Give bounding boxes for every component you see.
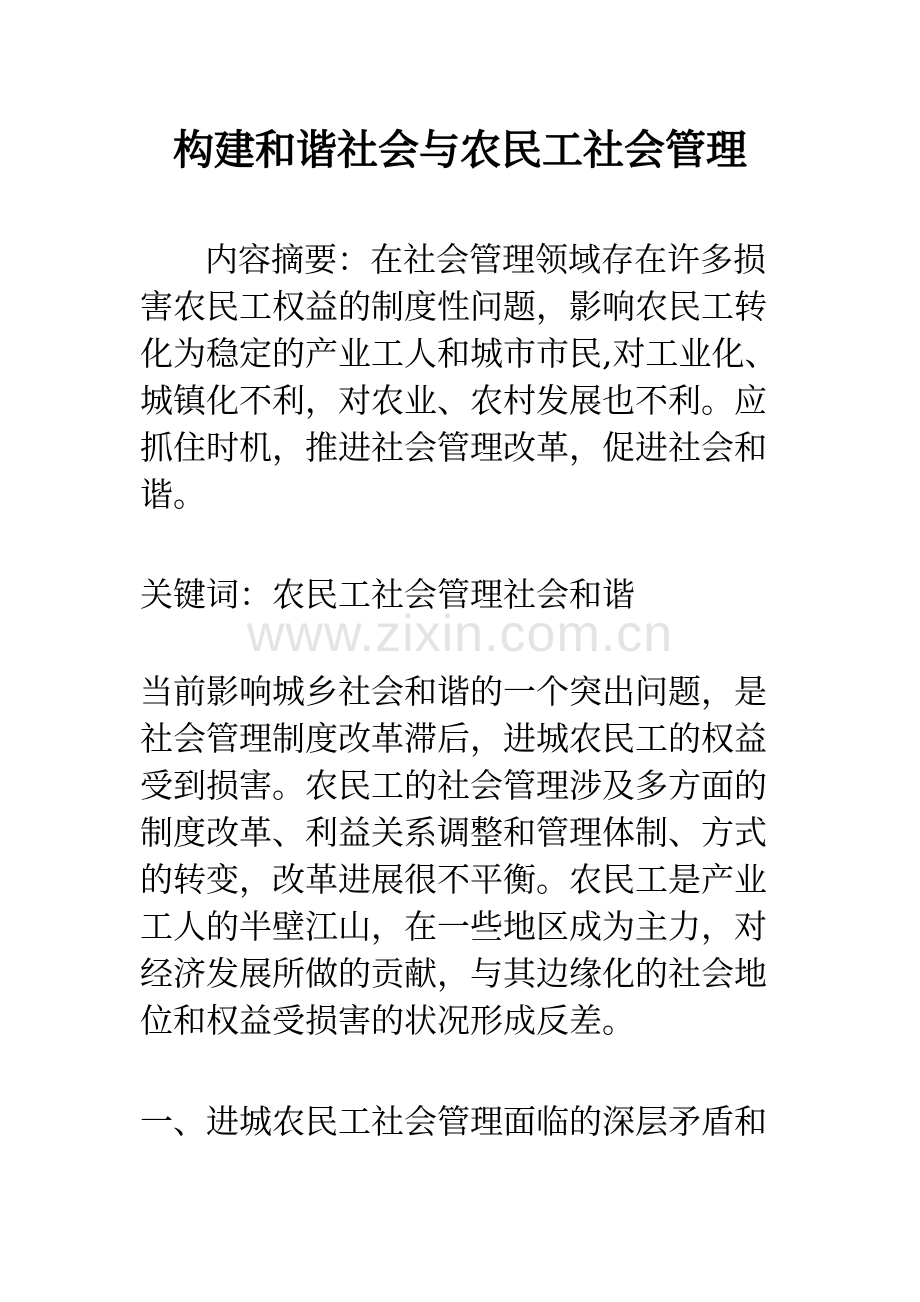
body-line: 当前影响城乡社会和谐的一个突出问题，是 (140, 672, 767, 711)
body-line: 的转变，改革进展很不平衡。农民工是产业 (140, 860, 767, 899)
body-line: 经济发展所做的贡献，与其边缘化的社会地 (140, 954, 767, 993)
watermark-text: www.zixin.com.cn (246, 605, 674, 663)
keywords-line: 关键词：农民工社会管理社会和谐 (140, 575, 635, 614)
body-line: 受到损害。农民工的社会管理涉及多方面的 (140, 766, 767, 805)
abstract-line: 城镇化不利，对农业、农村发展也不利。应 (140, 381, 767, 420)
body-line: 位和权益受损害的状况形成反差。 (140, 1001, 635, 1040)
abstract-line: 内容摘要：在社会管理领域存在许多损 (205, 240, 766, 279)
abstract-line: 谐。 (140, 475, 206, 514)
section-heading: 一、进城农民工社会管理面临的深层矛盾和 (140, 1102, 767, 1141)
body-line: 社会管理制度改革滞后，进城农民工的权益 (140, 719, 767, 758)
abstract-line: 抓住时机，推进社会管理改革，促进社会和 (140, 428, 767, 467)
abstract-line: 化为稳定的产业工人和城市市民,对工业化、 (140, 334, 778, 373)
document-title: 构建和谐社会与农民工社会管理 (173, 126, 747, 174)
abstract-line: 害农民工权益的制度性问题，影响农民工转 (140, 287, 767, 326)
body-line: 工人的半壁江山，在一些地区成为主力，对 (140, 907, 767, 946)
body-line: 制度改革、利益关系调整和管理体制、方式 (140, 813, 767, 852)
